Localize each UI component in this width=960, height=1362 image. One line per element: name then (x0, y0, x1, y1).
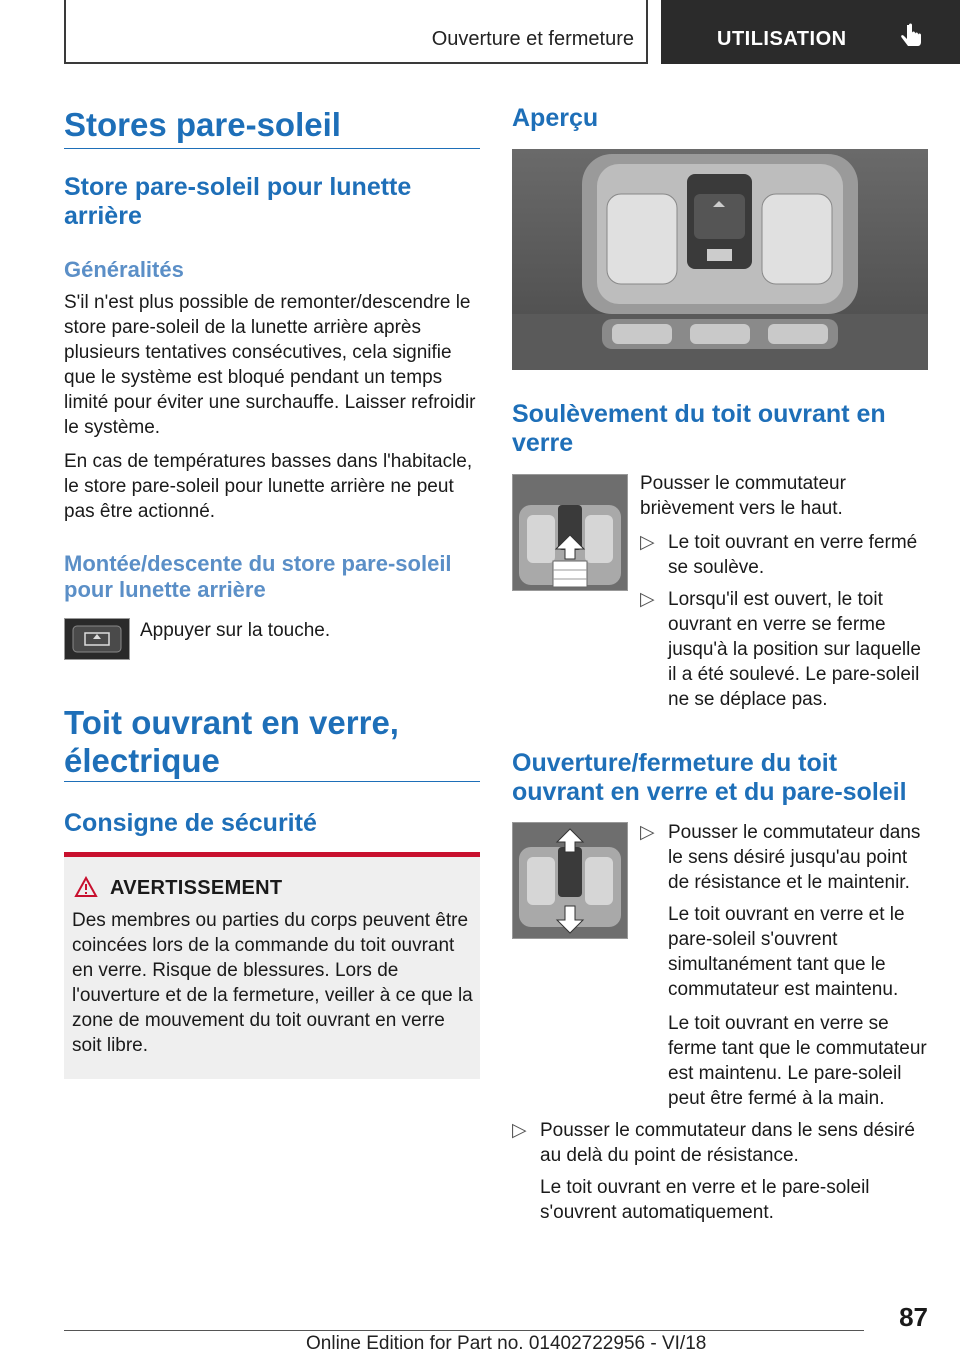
paragraph-general-1: S'il n'est plus possible de remonter/descendre le store pare-soleil de la lunette arrière après plusieurs tentatives consécutives, cela signifie que le système est bloqué pendant un temps limité pour éviter une surchauffe. Laisser refroidir le système. (64, 292, 476, 438)
footer-edition: Online Edition for Part no. 01402722956 - VI/18 (306, 1333, 707, 1354)
heading-lift-roof: Soulèvement du toit ouvrant en verre (512, 400, 886, 457)
lift-intro-text: Pousser le commutateur brièvement vers le haut. (640, 473, 846, 519)
warning-bar (64, 852, 480, 857)
header-chapter-box (661, 0, 960, 64)
sunblind-button-image (64, 618, 130, 660)
header-section-box (64, 0, 648, 64)
heading-glass-roof: Toit ouvrant en verre, électrique (64, 704, 399, 779)
bullet-icon: ▷ (640, 532, 655, 553)
lift-bullet-2: Lorsqu'il est ouvert, le toit ouvrant en verre se ferme jusqu'à la position sur laquelle il a été soulevé. Le pare-soleil ne se déplace pas. (668, 589, 921, 710)
warning-title: AVERTISSEMENT (110, 877, 283, 899)
open-close-bullet-1-para-3: Le toit ouvrant en verre se ferme tant que le commutateur est maintenu. Le pare-soleil peut être fermé à la main. (668, 1013, 927, 1109)
open-close-bullet-1-para-2: Le toit ouvrant en verre et le pare-soleil s'ouvrent simultanément tant que le commutateur est maintenu. (668, 904, 905, 1000)
press-button-text: Appuyer sur la touche. (140, 620, 331, 641)
lift-bullet-1: Le toit ouvrant en verre fermé se soulève. (668, 532, 918, 578)
page-number: 87 (899, 1302, 928, 1332)
open-close-switch-image (512, 822, 628, 939)
header-section-title: Ouverture et fermeture (431, 28, 634, 50)
header-chapter-title: UTILISATION (717, 28, 847, 50)
open-close-bullet-2: Pousser le commutateur dans le sens désiré au delà du point de résistance. (540, 1120, 915, 1166)
heading-open-close: Ouverture/fermeture du toit ouvrant en verre et du pare-soleil (512, 749, 907, 806)
hand-pointer-icon (895, 22, 925, 52)
bullet-icon: ▷ (512, 1120, 527, 1141)
bullet-icon: ▷ (640, 822, 655, 843)
heading-rear-sunblind: Store pare-soleil pour lunette arrière (64, 173, 412, 230)
heading-updown-sunblind: Montée/descente du store pare-soleil pour lunette arrière (64, 551, 452, 602)
warning-text: Des membres ou parties du corps peuvent être coincées lors de la commande du toit ouvrant en verre. Risque de blessures. Lors de l'ouverture et de la fermeture, veiller à ce que la zone de mouvement du toit ouvrant en verre soit libre. (72, 910, 473, 1056)
warning-triangle-icon (74, 876, 98, 898)
footer-rule (64, 1330, 864, 1331)
open-close-bullet-1: Pousser le commutateur dans le sens désiré jusqu'au point de résistance et le maintenir. (668, 822, 921, 893)
paragraph-general-2: En cas de températures basses dans l'habitacle, le store pare-soleil pour lunette arrière ne peut pas être actionné. (64, 451, 473, 522)
roof-console-image (512, 149, 928, 370)
lift-switch-image (512, 474, 628, 591)
heading-sunblinds: Stores pare-soleil (64, 106, 341, 143)
open-close-bullet-2-para-2: Le toit ouvrant en verre et le pare-soleil s'ouvrent automatiquement. (540, 1177, 870, 1223)
heading-general: Généralités (64, 257, 184, 282)
warning-box (64, 852, 480, 1079)
heading-rule (64, 148, 480, 149)
bullet-icon: ▷ (640, 589, 655, 610)
heading-overview: Aperçu (512, 104, 599, 132)
heading-safety: Consigne de sécurité (64, 809, 317, 837)
heading-rule-2 (64, 781, 480, 782)
